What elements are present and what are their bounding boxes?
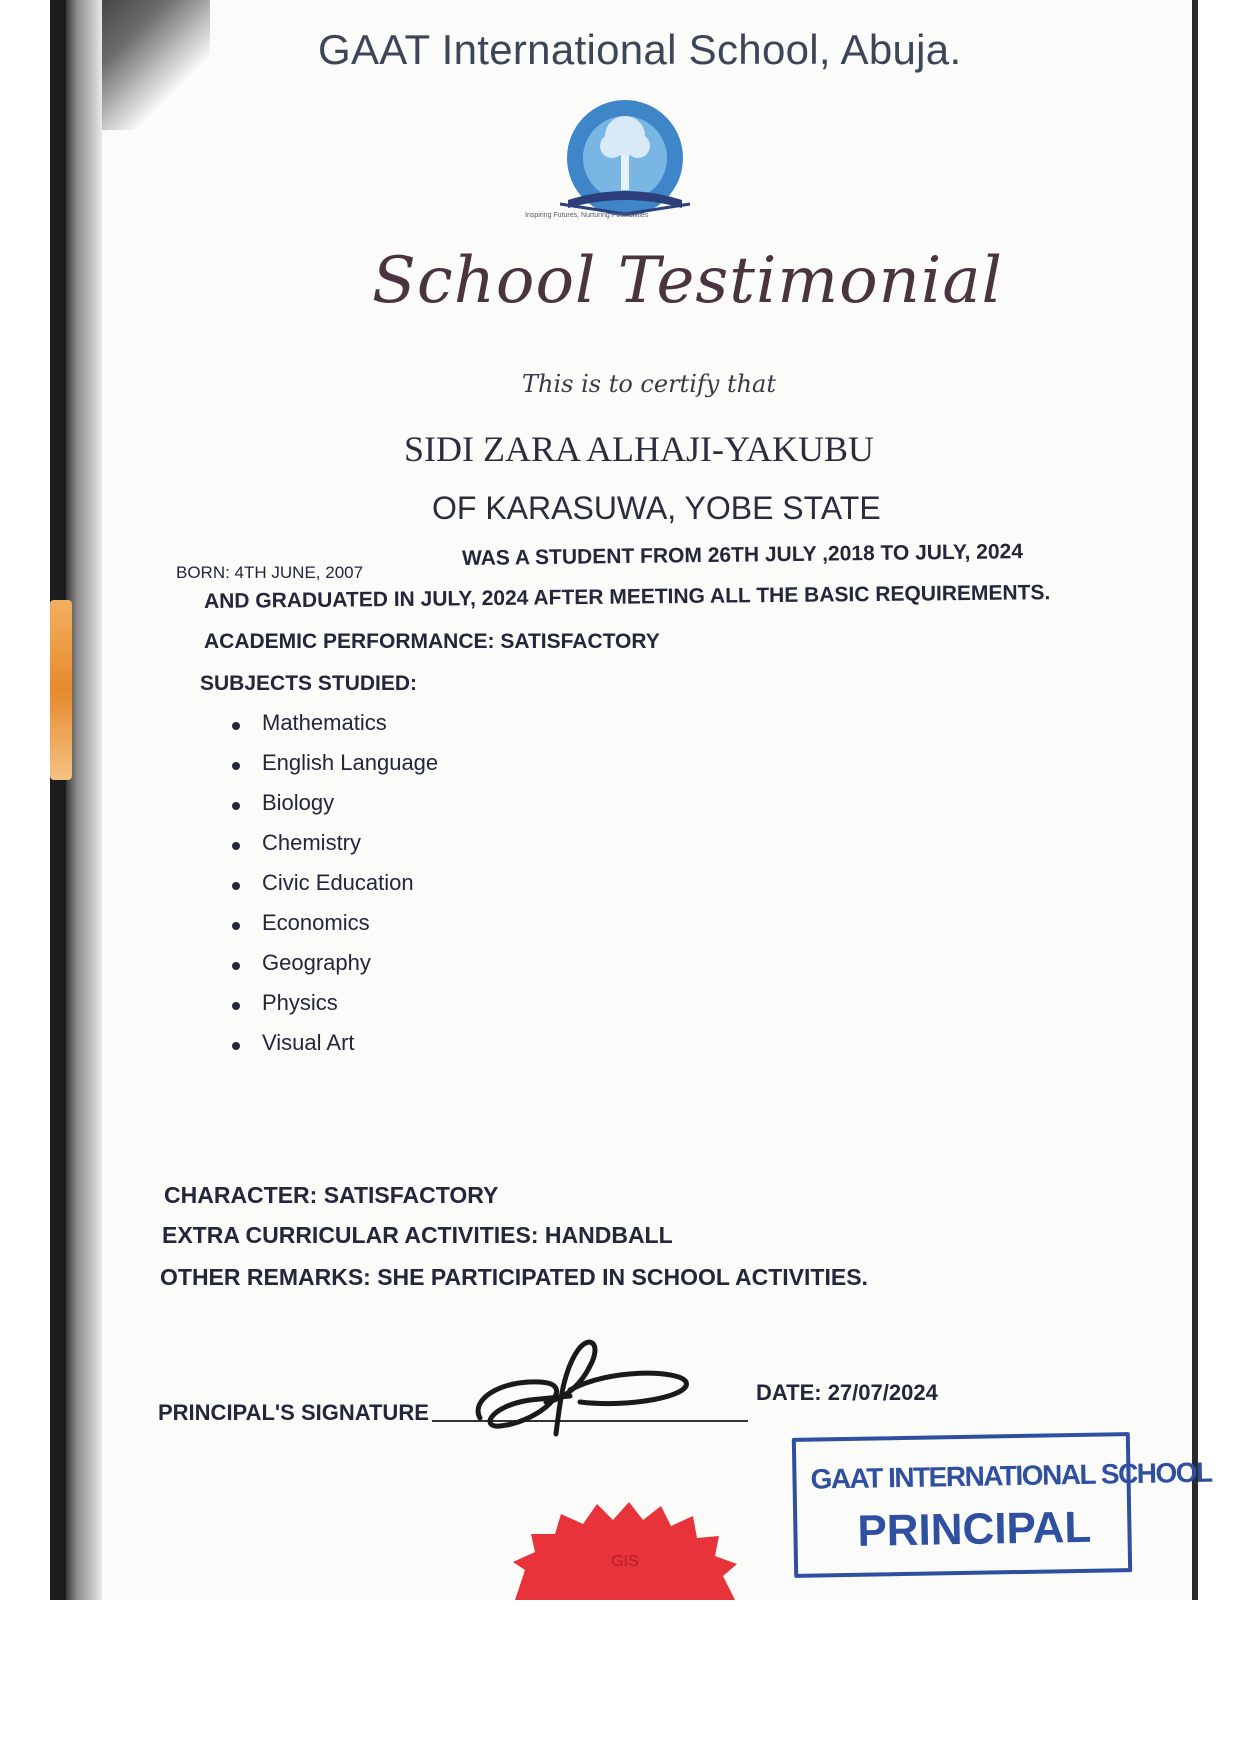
bullet-icon — [232, 962, 240, 970]
stamp-school-name: GAAT INTERNATIONAL SCHOOL — [810, 1456, 1212, 1495]
subject-label: Geography — [262, 950, 371, 975]
bullet-icon — [232, 882, 240, 890]
logo-motto: Inspiring Futures, Nurturing Possibilities — [525, 212, 649, 219]
svg-text:GIS: GIS — [611, 1553, 639, 1570]
background-object — [50, 600, 72, 780]
bullet-icon — [232, 842, 240, 850]
subject-label: Chemistry — [262, 830, 362, 855]
subject-label: English Language — [262, 750, 439, 775]
birth-date: BORN: 4TH JUNE, 2007 — [176, 563, 364, 582]
student-name: SIDI ZARA ALHAJI-YAKUBU — [404, 429, 875, 469]
principal-signature — [460, 1330, 700, 1440]
school-name: GAAT International School, Abuja. — [318, 26, 962, 73]
photo-right-edge — [1192, 0, 1198, 1600]
bullet-icon — [232, 1002, 240, 1010]
bullet-icon — [232, 922, 240, 930]
student-origin: OF KARASUWA, YOBE STATE — [432, 490, 881, 526]
other-remarks: OTHER REMARKS: SHE PARTICIPATED IN SCHOOL ACTIVITIES. — [160, 1264, 868, 1290]
stamp-title: PRINCIPAL — [857, 1502, 1092, 1556]
signature-label: PRINCIPAL'S SIGNATURE — [158, 1400, 429, 1425]
student-period: WAS A STUDENT FROM 26TH JULY ,2018 TO JULY, 2024 — [461, 540, 1024, 570]
academic-performance: ACADEMIC PERFORMANCE: SATISFACTORY — [204, 630, 660, 653]
subject-label: Economics — [262, 910, 370, 935]
bullet-icon — [232, 722, 240, 730]
subject-label: Visual Art — [262, 1030, 355, 1055]
photo-left-shadow — [66, 0, 102, 1600]
bullet-icon — [232, 802, 240, 810]
signature-date: DATE: 27/07/2024 — [756, 1380, 938, 1405]
bullet-icon — [232, 1042, 240, 1050]
graduation-statement: AND GRADUATED IN JULY, 2024 AFTER MEETING ALL THE BASIC REQUIREMENTS. — [203, 581, 1051, 613]
extra-curricular: EXTRA CURRICULAR ACTIVITIES: HANDBALL — [162, 1222, 673, 1248]
subject-label: Mathematics — [262, 710, 387, 735]
photo-left-edge — [50, 0, 66, 1600]
bullet-icon — [232, 762, 240, 770]
subject-label: Civic Education — [262, 870, 414, 895]
school-seal — [505, 1500, 745, 1600]
character-remark: CHARACTER: SATISFACTORY — [164, 1182, 499, 1208]
principal-stamp — [792, 1432, 1212, 1578]
page-title: School Testimonial — [372, 244, 1003, 318]
subject-label: Physics — [262, 990, 338, 1015]
certify-text: This is to certify that — [522, 370, 776, 398]
subjects-heading: SUBJECTS STUDIED: — [200, 672, 418, 695]
subject-label: Biology — [262, 790, 335, 815]
